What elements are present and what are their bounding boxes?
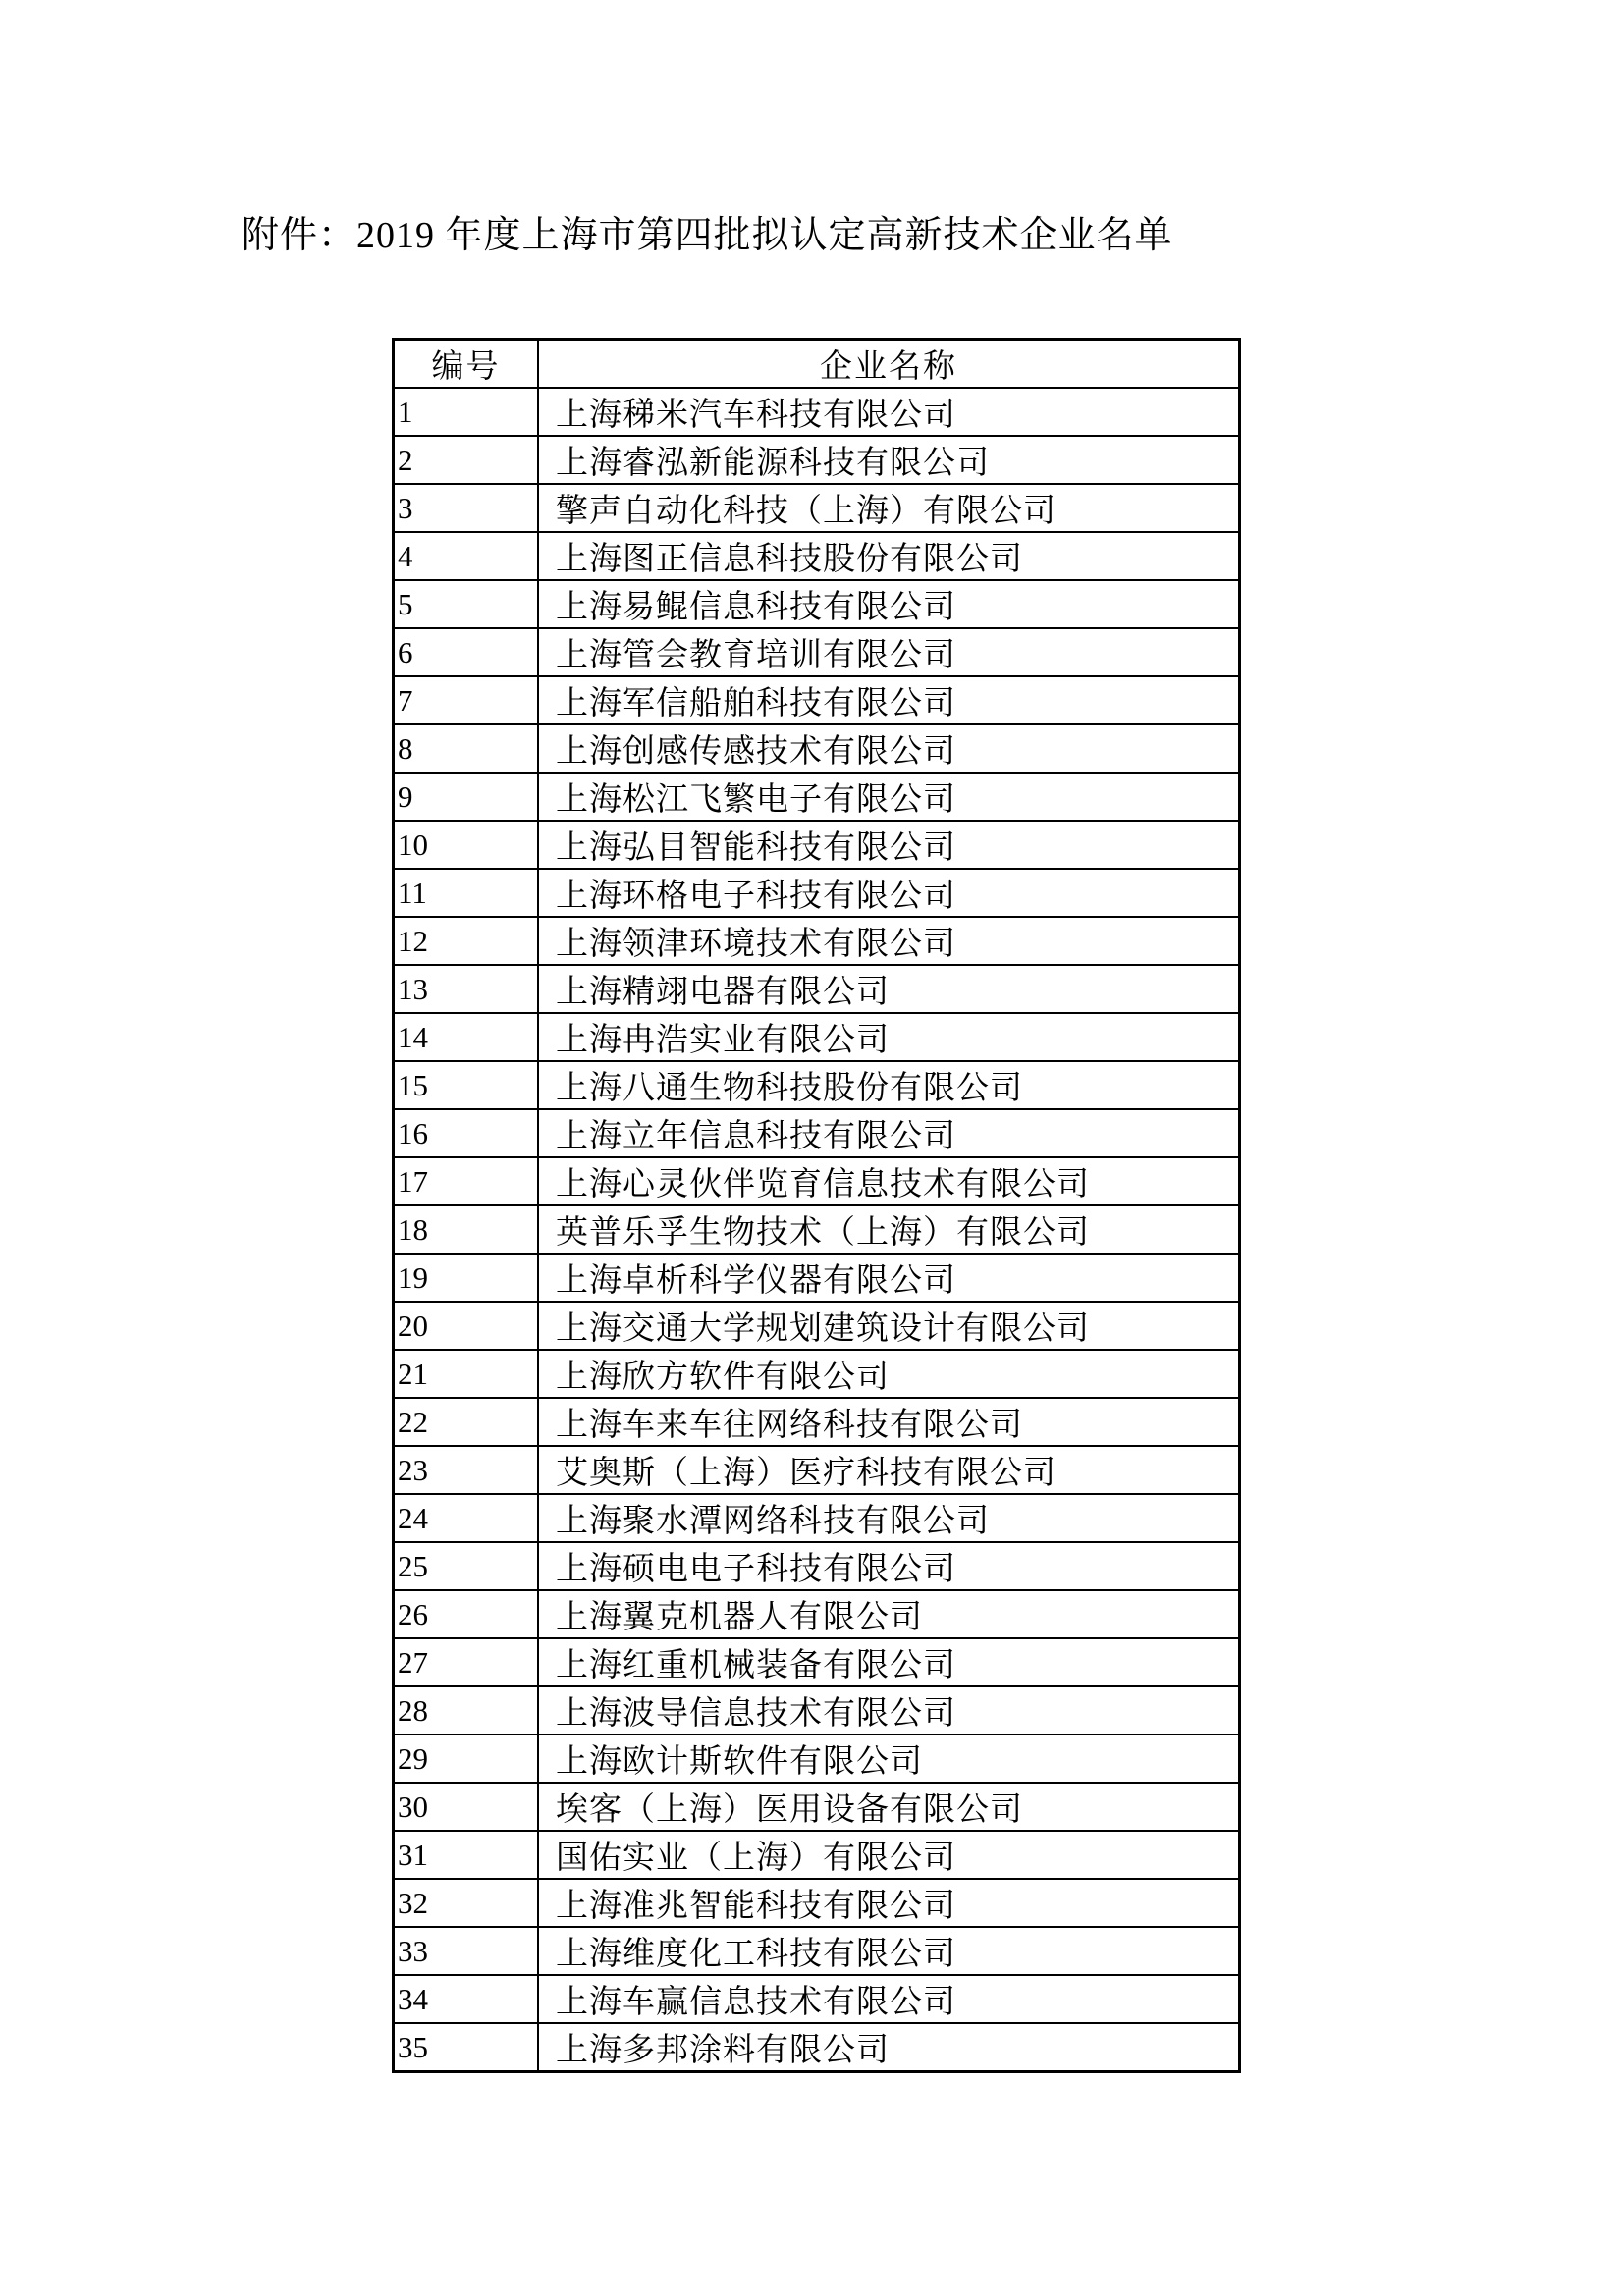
company-name: 国佑实业（上海）有限公司 xyxy=(538,1831,1240,1879)
table-row xyxy=(394,821,1240,869)
row-number: 22 xyxy=(394,1398,539,1446)
company-name: 艾奥斯（上海）医疗科技有限公司 xyxy=(538,1446,1240,1494)
table-row xyxy=(394,1013,1240,1061)
company-name: 上海聚水潭网络科技有限公司 xyxy=(538,1494,1240,1542)
table-row xyxy=(394,1446,1240,1494)
table-row xyxy=(394,1590,1240,1638)
company-name: 上海八通生物科技股份有限公司 xyxy=(538,1061,1240,1109)
company-name: 擎声自动化科技（上海）有限公司 xyxy=(538,484,1240,532)
company-name: 上海维度化工科技有限公司 xyxy=(538,1927,1240,1975)
row-number: 17 xyxy=(394,1157,539,1205)
table-row xyxy=(394,1879,1240,1927)
row-number: 25 xyxy=(394,1542,539,1590)
table-row xyxy=(394,1927,1240,1975)
company-name: 上海红重机械装备有限公司 xyxy=(538,1638,1240,1686)
table-row xyxy=(394,1061,1240,1109)
table-row xyxy=(394,580,1240,628)
table-row xyxy=(394,628,1240,676)
table-row xyxy=(394,1686,1240,1735)
header-number: 编号 xyxy=(394,340,539,389)
company-name: 上海立年信息科技有限公司 xyxy=(538,1109,1240,1157)
row-number: 14 xyxy=(394,1013,539,1061)
company-name: 上海管会教育培训有限公司 xyxy=(538,628,1240,676)
company-name: 上海车来车往网络科技有限公司 xyxy=(538,1398,1240,1446)
table-row xyxy=(394,1542,1240,1590)
company-name: 上海硕电电子科技有限公司 xyxy=(538,1542,1240,1590)
row-number: 29 xyxy=(394,1735,539,1783)
row-number: 9 xyxy=(394,773,539,821)
row-number: 32 xyxy=(394,1879,539,1927)
company-name: 上海卓析科学仪器有限公司 xyxy=(538,1254,1240,1302)
table-row xyxy=(394,1254,1240,1302)
company-name: 上海图正信息科技股份有限公司 xyxy=(538,532,1240,580)
row-number: 21 xyxy=(394,1350,539,1398)
table-row xyxy=(394,1398,1240,1446)
table-row xyxy=(394,869,1240,917)
table-row xyxy=(394,1831,1240,1879)
table-row xyxy=(394,676,1240,724)
company-name: 上海冉浩实业有限公司 xyxy=(538,1013,1240,1061)
table-row xyxy=(394,436,1240,484)
company-name: 上海欧计斯软件有限公司 xyxy=(538,1735,1240,1783)
company-table-body xyxy=(394,388,1240,2072)
table-row xyxy=(394,917,1240,965)
table-row xyxy=(394,1157,1240,1205)
row-number: 4 xyxy=(394,532,539,580)
company-name: 上海准兆智能科技有限公司 xyxy=(538,1879,1240,1927)
company-name: 上海精翊电器有限公司 xyxy=(538,965,1240,1013)
table-row xyxy=(394,1205,1240,1254)
company-table xyxy=(392,338,1241,2073)
row-number: 26 xyxy=(394,1590,539,1638)
header-row xyxy=(394,340,1240,389)
company-name: 上海睿泓新能源科技有限公司 xyxy=(538,436,1240,484)
row-number: 10 xyxy=(394,821,539,869)
company-name: 上海多邦涂料有限公司 xyxy=(538,2023,1240,2072)
company-name: 英普乐孚生物技术（上海）有限公司 xyxy=(538,1205,1240,1254)
table-row xyxy=(394,1783,1240,1831)
row-number: 7 xyxy=(394,676,539,724)
row-number: 30 xyxy=(394,1783,539,1831)
row-number: 28 xyxy=(394,1686,539,1735)
row-number: 24 xyxy=(394,1494,539,1542)
page-title: 附件：2019 年度上海市第四批拟认定高新技术企业名单 xyxy=(242,215,1173,256)
table-row xyxy=(394,1350,1240,1398)
table-row xyxy=(394,484,1240,532)
row-number: 2 xyxy=(394,436,539,484)
company-name: 上海欣方软件有限公司 xyxy=(538,1350,1240,1398)
company-name: 上海领津环境技术有限公司 xyxy=(538,917,1240,965)
table-row xyxy=(394,1735,1240,1783)
row-number: 20 xyxy=(394,1302,539,1350)
table-row xyxy=(394,965,1240,1013)
table-row xyxy=(394,388,1240,436)
row-number: 11 xyxy=(394,869,539,917)
company-name: 上海环格电子科技有限公司 xyxy=(538,869,1240,917)
table-row xyxy=(394,724,1240,773)
row-number: 5 xyxy=(394,580,539,628)
company-name: 上海稊米汽车科技有限公司 xyxy=(538,388,1240,436)
table-row xyxy=(394,1109,1240,1157)
row-number: 1 xyxy=(394,388,539,436)
table-row xyxy=(394,2023,1240,2072)
company-name: 上海车赢信息技术有限公司 xyxy=(538,1975,1240,2023)
company-name: 上海易鲲信息科技有限公司 xyxy=(538,580,1240,628)
row-number: 23 xyxy=(394,1446,539,1494)
row-number: 8 xyxy=(394,724,539,773)
company-name: 上海交通大学规划建筑设计有限公司 xyxy=(538,1302,1240,1350)
row-number: 18 xyxy=(394,1205,539,1254)
header-company-name: 企业名称 xyxy=(538,340,1240,389)
table-row xyxy=(394,532,1240,580)
table-row xyxy=(394,1975,1240,2023)
company-table-header xyxy=(394,340,1240,389)
row-number: 13 xyxy=(394,965,539,1013)
row-number: 33 xyxy=(394,1927,539,1975)
row-number: 31 xyxy=(394,1831,539,1879)
row-number: 16 xyxy=(394,1109,539,1157)
row-number: 34 xyxy=(394,1975,539,2023)
row-number: 6 xyxy=(394,628,539,676)
company-name: 上海创感传感技术有限公司 xyxy=(538,724,1240,773)
table-row xyxy=(394,1494,1240,1542)
table-row xyxy=(394,1638,1240,1686)
row-number: 3 xyxy=(394,484,539,532)
company-name: 上海松江飞繁电子有限公司 xyxy=(538,773,1240,821)
row-number: 15 xyxy=(394,1061,539,1109)
company-name: 上海军信船舶科技有限公司 xyxy=(538,676,1240,724)
table-row xyxy=(394,1302,1240,1350)
row-number: 27 xyxy=(394,1638,539,1686)
company-name: 埃客（上海）医用设备有限公司 xyxy=(538,1783,1240,1831)
row-number: 19 xyxy=(394,1254,539,1302)
company-name: 上海弘目智能科技有限公司 xyxy=(538,821,1240,869)
row-number: 12 xyxy=(394,917,539,965)
company-name: 上海波导信息技术有限公司 xyxy=(538,1686,1240,1735)
company-name: 上海心灵伙伴览育信息技术有限公司 xyxy=(538,1157,1240,1205)
table-row xyxy=(394,773,1240,821)
company-name: 上海翼克机器人有限公司 xyxy=(538,1590,1240,1638)
row-number: 35 xyxy=(394,2023,539,2072)
